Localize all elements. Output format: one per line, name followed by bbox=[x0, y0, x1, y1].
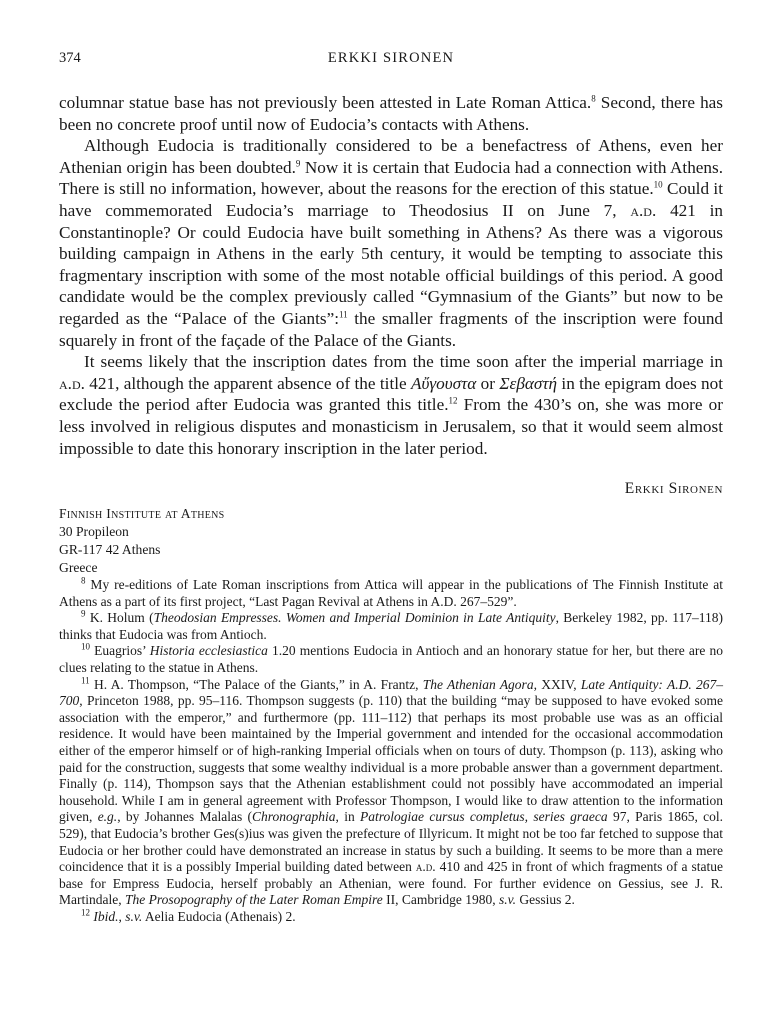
footnote-text: II, Cambridge 1980, bbox=[382, 892, 499, 908]
footnote-text: 97, Paris 1865, col. 529), that Eudocia’s brother Ges(s)ius was given the prefecture of Illyricum. It might not be too far fetched to suppose that Eudocia or her brother could have demonstrated an increase in status by such a building. It seems to be more than a mere coincidence that it is a possibly Imperial building dated between bbox=[59, 809, 723, 875]
footnote-text: 1.20 mentions Eudocia in Antioch and an honorary statue for her, but there are no clues relating to the statue in Athens. bbox=[59, 643, 724, 675]
paragraph-text: Although Eudocia is traditionally considered to be a benefactress of Athens, even her Athenian origin has been doubted. bbox=[59, 136, 723, 177]
footnote-text: , bbox=[118, 908, 126, 924]
footnote-text: Gessius 2. bbox=[515, 892, 575, 908]
era-abbrev: a.d. bbox=[415, 859, 436, 875]
paragraph-text: From the 430’s on, she was more or less involved in religious disputes and monasticism in Jerusalem, so that it would seem almost impossible to date this honorary inscription in the later period. bbox=[59, 395, 723, 458]
era-abbrev: a.d. bbox=[59, 373, 85, 393]
footnote-11 bbox=[59, 677, 723, 909]
book-title: Theodosian Empresses. Women and Imperial Dominion in Late Antiquity bbox=[153, 610, 556, 626]
footnote-text: My re-editions of Late Roman inscriptions from Attica will appear in the publications of The Finnish Institute at Athens as a part of its first project, “Last Pagan Revival at Athens in A.D. 267–529”. bbox=[59, 577, 723, 609]
paragraph-3 bbox=[59, 351, 723, 459]
abbrev: e.g. bbox=[97, 809, 118, 825]
footnote-text: , in bbox=[335, 809, 361, 825]
footnote-text: 410 and 425 in front of which fragments of a statue base for Empress Eudocia, herself probably an Athenian, were found. For further evidence on Gessius, see J. R. Martindale, bbox=[59, 859, 723, 908]
paragraph-text: Second, there has been no concrete proof until now of Eudocia’s contacts with Athens. bbox=[59, 93, 723, 134]
abbrev: s.v. bbox=[125, 908, 143, 924]
footnote-text: , Princeton 1988, pp. 95–116. Thompson suggests (p. 110) that the building “may be supposed to have evoked some association with the emperor,” and furthermore (pp. 111–112) that perhaps its most probable use was as an official residence. It would have been maintained by the Imperial government and intended for the occasional accommodation either of the emperor himself or of high-ranking Imperial officials when on tours of duty. Thompson (p. 113), asking who paid for the construction, suggests that some wealthy individual is a more probable answer than a government department. Finally (p. 114), Thompson says that the Athenian establishment could not possibly have accommodated an imperial household. While I am in general agreement with Professor Thompson, I would like to draw attention to the information given, bbox=[59, 693, 723, 825]
footnote-number: 8 bbox=[81, 575, 86, 586]
author-address bbox=[59, 505, 225, 577]
footnote-number: 9 bbox=[81, 608, 86, 619]
abbrev: Ibid. bbox=[93, 908, 119, 924]
paragraph-text: It seems likely that the inscription dates from the time soon after the imperial marriage in bbox=[84, 352, 723, 372]
paragraph-text: 421 in Constantinople? Or could Eudocia have built something in Athens? As there was a vigorous building campaign in Athens in the early 5th century, it would be tempting to associate this fragmentary inscription with some of the most notable official buildings of this period. A good candidate would be the complex previously called “Gymnasium of the Giants” but now to be regarded as the “Palace of the Giants”: bbox=[59, 200, 723, 328]
abbrev: s.v. bbox=[498, 892, 516, 908]
page-header bbox=[59, 50, 723, 70]
book-title: Patrologiae cursus completus, series graeca bbox=[360, 809, 608, 825]
footnote-text: Aelia Eudocia (Athenais) 2. bbox=[142, 908, 296, 924]
country: Greece bbox=[59, 560, 98, 575]
footnote-ref: 8 bbox=[591, 93, 596, 104]
greek-term: Σεβαστή bbox=[499, 373, 558, 393]
footnote-text: , by Johannes Malalas ( bbox=[117, 809, 253, 825]
paragraph-text: columnar statue base has not previously been attested in Late Roman Attica. bbox=[59, 93, 592, 112]
footnote-text: H. A. Thompson, “The Palace of the Giants,” in A. Frantz, bbox=[89, 676, 423, 692]
footnote-number: 10 bbox=[81, 641, 90, 652]
paragraph-text: Now it is certain that Eudocia had a connection with Athens. There is still no information, however, about the reasons for the erection of this statue. bbox=[59, 157, 723, 199]
footnote-text: , Berkeley 1982, pp. 117–118) thinks that Eudocia was from Antioch. bbox=[59, 610, 723, 642]
paragraph-1 bbox=[59, 92, 723, 135]
book-title: Historia ecclesiastica bbox=[149, 643, 268, 659]
footnote-12 bbox=[59, 909, 723, 926]
footnote-8 bbox=[59, 577, 723, 610]
greek-term: Αὔγουστα bbox=[410, 373, 477, 393]
page-number: 374 bbox=[59, 50, 81, 66]
paragraph-text: or bbox=[476, 373, 500, 393]
footnote-number: 11 bbox=[81, 675, 90, 686]
footnote-text: , XXIV, bbox=[533, 676, 581, 692]
body-text bbox=[59, 92, 723, 459]
era-abbrev: a.d. bbox=[630, 200, 657, 220]
paragraph-text: the smaller fragments of the inscription were found squarely in front of the façade of the Palace of the Giants. bbox=[59, 308, 724, 350]
footnote-text: Euagrios’ bbox=[90, 643, 150, 659]
running-head: ERKKI SIRONEN bbox=[327, 50, 455, 66]
author-signature: Erkki Sironen bbox=[624, 480, 723, 497]
book-title: The Athenian Agora bbox=[422, 676, 534, 692]
footnote-text: K. Holum ( bbox=[85, 610, 154, 626]
footnote-ref: 10 bbox=[653, 179, 663, 190]
paragraph-text: Could it have commemorated Eudocia’s marriage to Theodosius II on June 7, bbox=[59, 179, 723, 220]
paragraph-text: in the epigram does not exclude the period after Eudocia was granted this title. bbox=[59, 373, 723, 415]
city: GR-117 42 Athens bbox=[59, 542, 161, 557]
footnote-ref: 9 bbox=[295, 158, 301, 169]
paragraph-text: 421, although the apparent absence of the title bbox=[84, 373, 411, 393]
footnotes bbox=[59, 577, 723, 925]
book-title: The Prosopography of the Later Roman Empire bbox=[124, 892, 383, 908]
book-title: Late Antiquity: A.D. 267–700 bbox=[59, 676, 723, 709]
street: 30 Propileon bbox=[59, 524, 129, 539]
footnote-9 bbox=[59, 610, 723, 643]
institution: Finnish Institute at Athens bbox=[59, 506, 225, 521]
footnote-10 bbox=[59, 643, 723, 676]
footnote-ref: 11 bbox=[339, 309, 348, 320]
footnote-ref: 12 bbox=[448, 395, 458, 406]
book-title: Chronographia bbox=[252, 809, 336, 825]
footnote-number: 12 bbox=[81, 907, 90, 918]
paragraph-2 bbox=[59, 135, 723, 351]
